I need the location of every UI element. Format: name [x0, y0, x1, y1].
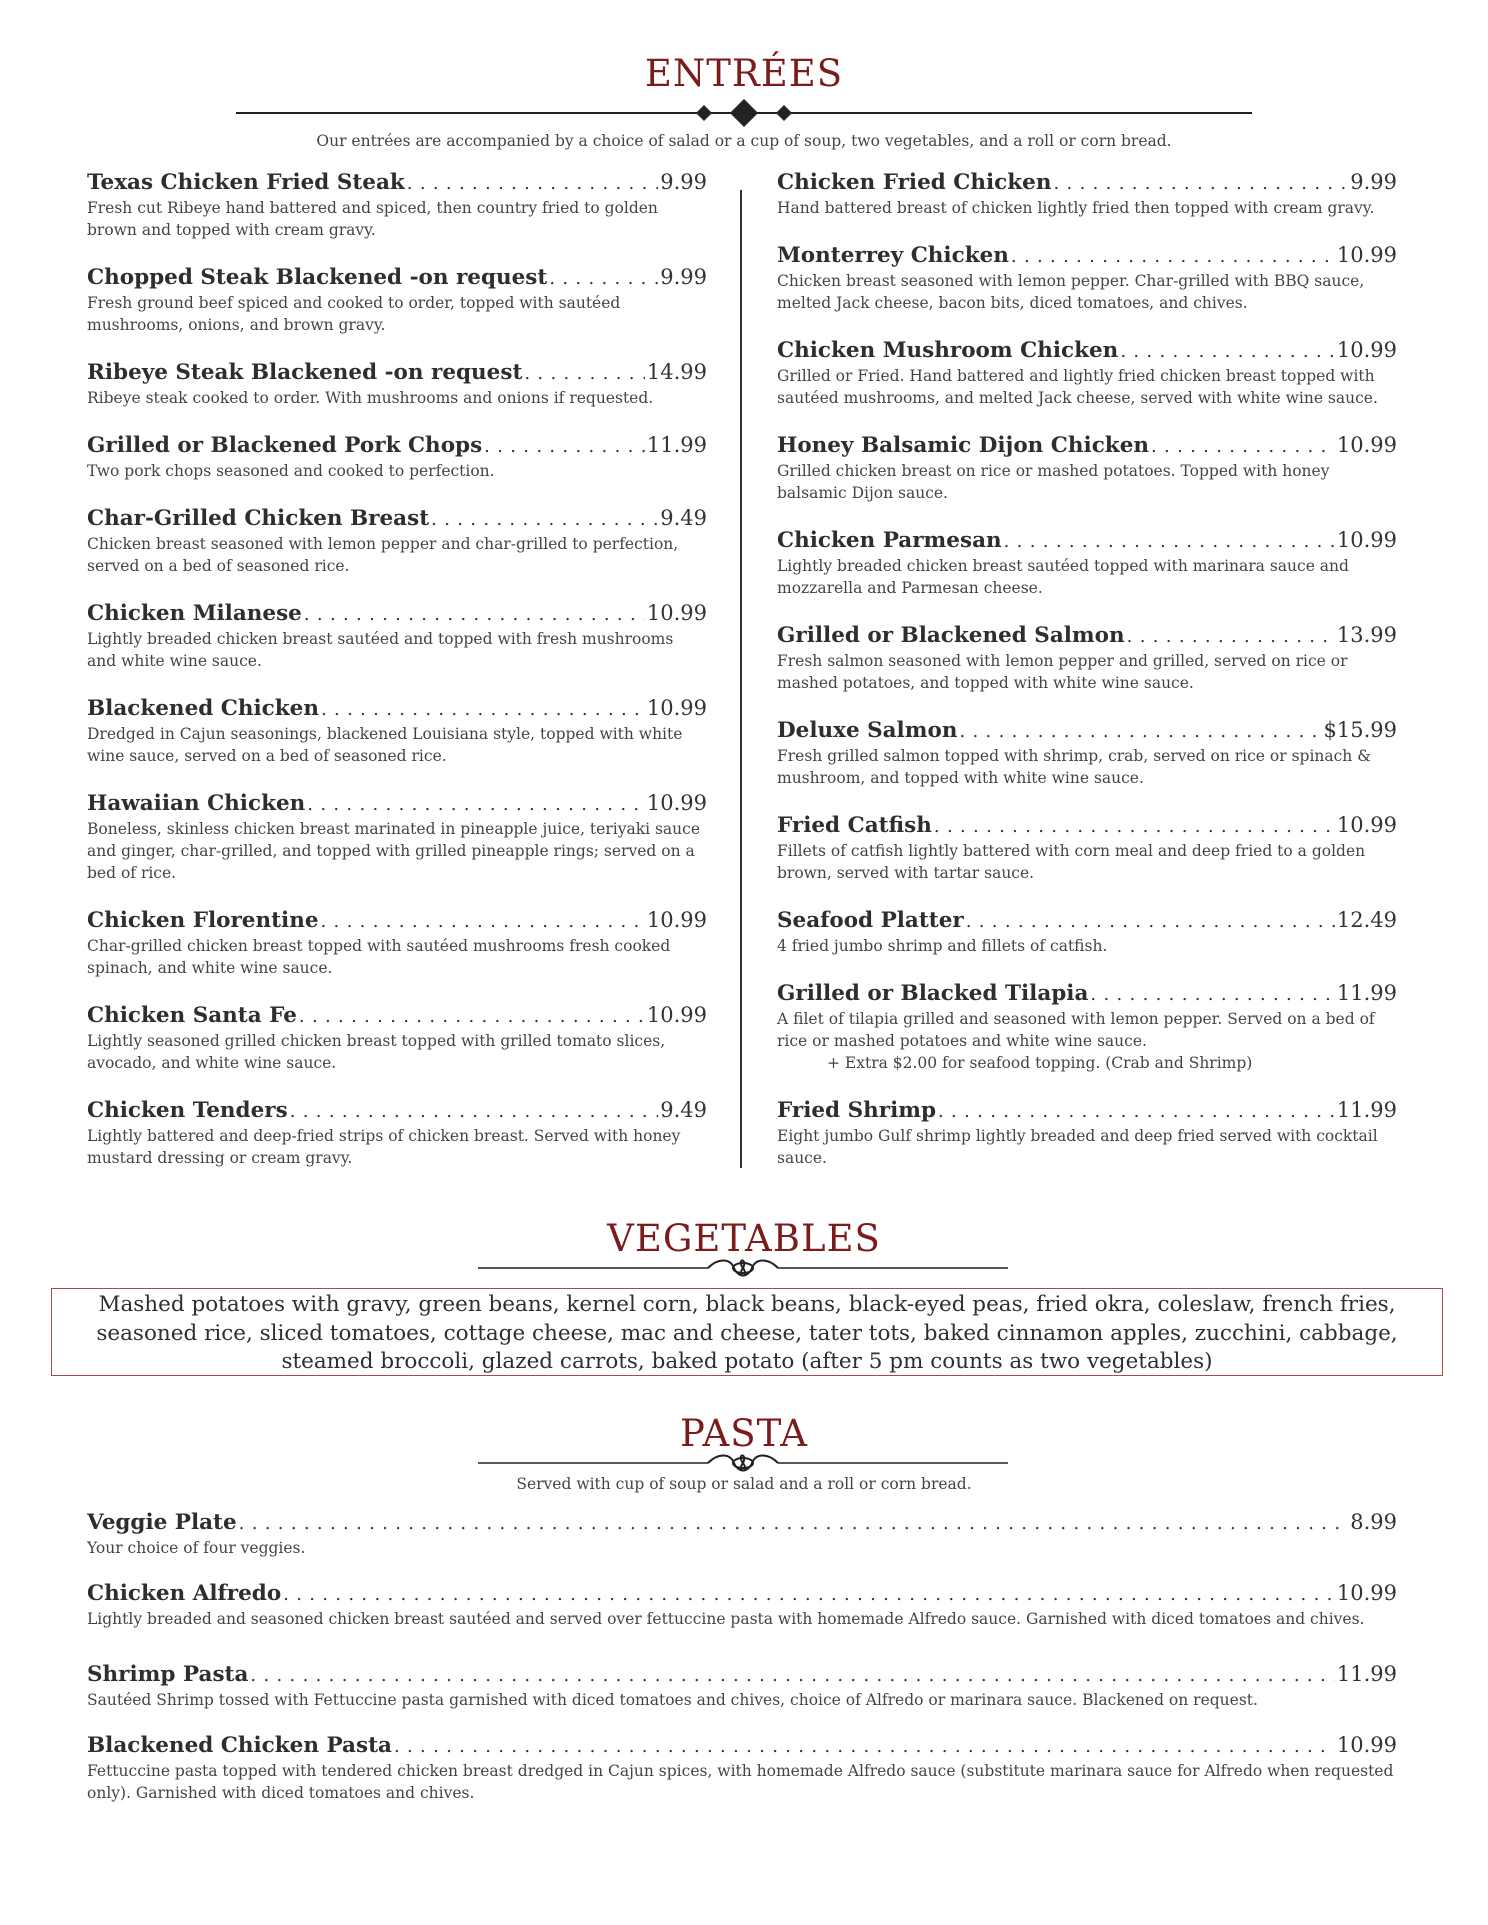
menu-item — [87, 1003, 707, 1074]
menu-item — [87, 908, 707, 979]
menu-item — [777, 1098, 1397, 1169]
item-name: Ribeye Steak Blackened -on request — [87, 360, 523, 385]
menu-item — [777, 243, 1397, 314]
entrees-title: ENTRÉES — [644, 52, 844, 95]
item-name: Texas Chicken Fried Steak — [87, 170, 405, 195]
item-description: Lightly breaded and seasoned chicken breast sautéed and served over fettuccine pasta with homemade Alfredo sauce. Garnished with diced tomatoes and chives. — [87, 1610, 1365, 1628]
menu-item — [87, 433, 707, 482]
item-price: 10.99 — [646, 908, 707, 932]
item-name: Chicken Parmesan — [777, 528, 1002, 553]
item-description: Lightly breaded chicken breast sautéed and topped with fresh mushrooms and white wine sauce. — [87, 630, 674, 670]
item-price: 9.99 — [660, 170, 707, 194]
menu-item — [87, 360, 707, 409]
item-description: Boneless, skinless chicken breast marinated in pineapple juice, teriyaki sauce and ginger, char-grilled, and topped with grilled pineapple rings; served on a bed of rice. — [87, 820, 701, 882]
menu-item — [87, 1662, 1397, 1711]
item-description: Fresh cut Ribeye hand battered and spiced, then country fried to golden brown and topped with cream gravy. — [87, 199, 658, 239]
item-price: 8.99 — [1350, 1510, 1397, 1534]
menu-item — [87, 1581, 1397, 1630]
entrees-intro: Our entrées are accompanied by a choice of salad or a cup of soup, two vegetables, and a roll or corn bread. — [316, 132, 1172, 150]
menu-item — [87, 265, 707, 336]
pasta-intro: Served with cup of soup or salad and a roll or corn bread. — [516, 1475, 972, 1493]
item-price: 10.99 — [1336, 338, 1397, 362]
item-name: Fried Shrimp — [777, 1098, 937, 1123]
item-price: 10.99 — [646, 1003, 707, 1027]
item-price: 10.99 — [1336, 528, 1397, 552]
item-description: Hand battered breast of chicken lightly fried then topped with cream gravy. — [777, 199, 1375, 217]
item-price: 10.99 — [1336, 1733, 1397, 1757]
item-price: $15.99 — [1323, 718, 1397, 742]
item-name: Chicken Santa Fe — [87, 1003, 297, 1028]
item-extra-note: + Extra $2.00 for seafood topping. (Crab and Shrimp) — [827, 1054, 1253, 1072]
item-description: Chicken breast seasoned with lemon pepper. Char-grilled with BBQ sauce, melted Jack cheese, bacon bits, diced tomatoes, and chives. — [777, 272, 1365, 312]
menu-item — [777, 338, 1397, 409]
menu-item — [87, 506, 707, 577]
item-name: Chicken Milanese — [87, 601, 302, 626]
menu-item — [777, 528, 1397, 599]
item-price: 10.99 — [1336, 433, 1397, 457]
item-price: 10.99 — [1336, 813, 1397, 837]
item-description: Two pork chops seasoned and cooked to perfection. — [87, 462, 495, 480]
item-price: 9.99 — [1350, 170, 1397, 194]
item-description: Eight jumbo Gulf shrimp lightly breaded and deep fried served with cocktail sauce. — [777, 1127, 1378, 1167]
item-description: Your choice of four veggies. — [87, 1539, 306, 1557]
item-description: Lightly battered and deep-fried strips of chicken breast. Served with honey mustard dressing or cream gravy. — [87, 1127, 681, 1167]
item-name: Chopped Steak Blackened -on request — [87, 265, 548, 290]
item-description: Sautéed Shrimp tossed with Fettuccine pasta garnished with diced tomatoes and chives, choice of Alfredo or marinara sauce. Blackened on request. — [87, 1691, 1258, 1709]
item-price: 9.49 — [660, 1098, 707, 1122]
item-name: Fried Catfish — [777, 813, 932, 838]
menu-item — [87, 696, 707, 767]
menu-item — [87, 1733, 1397, 1804]
item-name: Grilled or Blacked Tilapia — [777, 981, 1089, 1006]
item-name: Shrimp Pasta — [87, 1662, 249, 1687]
item-name: Grilled or Blackened Salmon — [777, 623, 1125, 648]
item-price: 11.99 — [1336, 981, 1397, 1005]
entrees-right-column — [777, 170, 1397, 1193]
pasta-title: PASTA — [680, 1412, 808, 1455]
item-price: 10.99 — [1336, 1581, 1397, 1605]
item-price: 14.99 — [646, 360, 707, 384]
menu-item — [777, 981, 1397, 1074]
item-description: Lightly breaded chicken breast sautéed topped with marinara sauce and mozzarella and Parmesan cheese. — [777, 557, 1349, 597]
item-price: 10.99 — [1336, 243, 1397, 267]
menu-item — [777, 813, 1397, 884]
item-name: Blackened Chicken — [87, 696, 319, 721]
menu-item — [777, 908, 1397, 957]
item-price: 10.99 — [646, 791, 707, 815]
item-price: 10.99 — [646, 601, 707, 625]
item-description: Fresh grilled salmon topped with shrimp, crab, served on rice or spinach & mushroom, and topped with white wine sauce. — [777, 747, 1372, 787]
menu-item — [87, 1098, 707, 1169]
item-description: Grilled chicken breast on rice or mashed potatoes. Topped with honey balsamic Dijon sauce. — [777, 462, 1330, 502]
item-price: 13.99 — [1336, 623, 1397, 647]
item-description: 4 fried jumbo shrimp and fillets of catfish. — [777, 937, 1108, 955]
item-price: 9.49 — [660, 506, 707, 530]
item-name: Honey Balsamic Dijon Chicken — [777, 433, 1149, 458]
item-price: 10.99 — [646, 696, 707, 720]
item-name: Chicken Mushroom Chicken — [777, 338, 1119, 363]
item-description: Ribeye steak cooked to order. With mushrooms and onions if requested. — [87, 389, 654, 407]
item-description: Chicken breast seasoned with lemon pepper and char-grilled to perfection, served on a bed of seasoned rice. — [87, 535, 679, 575]
vegetables-divider-ornament — [478, 1256, 1008, 1280]
menu-item — [777, 433, 1397, 504]
menu-item — [87, 170, 707, 241]
item-name: Deluxe Salmon — [777, 718, 958, 743]
menu-item — [777, 170, 1397, 219]
item-name: Veggie Plate — [87, 1510, 237, 1535]
item-name: Chicken Tenders — [87, 1098, 288, 1123]
menu-item — [777, 623, 1397, 694]
item-name: Chicken Alfredo — [87, 1581, 282, 1606]
menu-item — [777, 718, 1397, 789]
item-name: Char-Grilled Chicken Breast — [87, 506, 430, 531]
item-name: Blackened Chicken Pasta — [87, 1733, 392, 1758]
item-description: Lightly seasoned grilled chicken breast topped with grilled tomato slices, avocado, and white wine sauce. — [87, 1032, 666, 1072]
item-price: 11.99 — [1336, 1098, 1397, 1122]
item-price: 11.99 — [1336, 1662, 1397, 1686]
item-description: A filet of tilapia grilled and seasoned with lemon pepper. Served on a bed of rice or mashed potatoes and white wine sauce. — [777, 1010, 1375, 1050]
item-name: Chicken Florentine — [87, 908, 319, 933]
item-name: Seafood Platter — [777, 908, 964, 933]
menu-item — [87, 1510, 1397, 1559]
item-description: Dredged in Cajun seasonings, blackened Louisiana style, topped with white wine sauce, served on a bed of seasoned rice. — [87, 725, 683, 765]
pasta-divider-ornament — [478, 1451, 1008, 1475]
vegetables-list: Mashed potatoes with gravy, green beans, kernel corn, black beans, black-eyed peas, fried okra, coleslaw, french fries, seasoned rice, sliced tomatoes, cottage cheese, mac and cheese, tater tots, baked cinnamon apples, zucchini, cabbage, steamed broccoli, glazed carrots, baked potato (after 5 pm counts as two vegetables) — [51, 1288, 1443, 1376]
item-description: Fillets of catfish lightly battered with corn meal and deep fried to a golden brown, served with tartar sauce. — [777, 842, 1366, 882]
item-description: Char-grilled chicken breast topped with sautéed mushrooms fresh cooked spinach, and white wine sauce. — [87, 937, 671, 977]
item-description: Fresh salmon seasoned with lemon pepper and grilled, served on rice or mashed potatoes, and topped with white wine sauce. — [777, 652, 1348, 692]
item-description: Grilled or Fried. Hand battered and lightly fried chicken breast topped with sautéed mushrooms, and melted Jack cheese, served with white wine sauce. — [777, 367, 1378, 407]
vegetables-title: VEGETABLES — [607, 1217, 881, 1260]
item-name: Chicken Fried Chicken — [777, 170, 1052, 195]
item-price: 11.99 — [646, 433, 707, 457]
pasta-list — [87, 1510, 1397, 1826]
item-name: Hawaiian Chicken — [87, 791, 306, 816]
item-name: Grilled or Blackened Pork Chops — [87, 433, 483, 458]
menu-item — [87, 791, 707, 884]
item-description: Fresh ground beef spiced and cooked to order, topped with sautéed mushrooms, onions, and brown gravy. — [87, 294, 621, 334]
entrees-left-column — [87, 170, 707, 1193]
item-description: Fettuccine pasta topped with tendered chicken breast dredged in Cajun spices, with homemade Alfredo sauce (substitute marinara sauce for Alfredo when requested only). Garnished with diced tomatoes and chives. — [87, 1762, 1394, 1802]
entrees-divider-ornament — [236, 99, 1252, 129]
item-price: 9.99 — [660, 265, 707, 289]
item-price: 12.49 — [1336, 908, 1397, 932]
menu-item — [87, 601, 707, 672]
column-divider — [740, 190, 742, 1168]
item-name: Monterrey Chicken — [777, 243, 1009, 268]
